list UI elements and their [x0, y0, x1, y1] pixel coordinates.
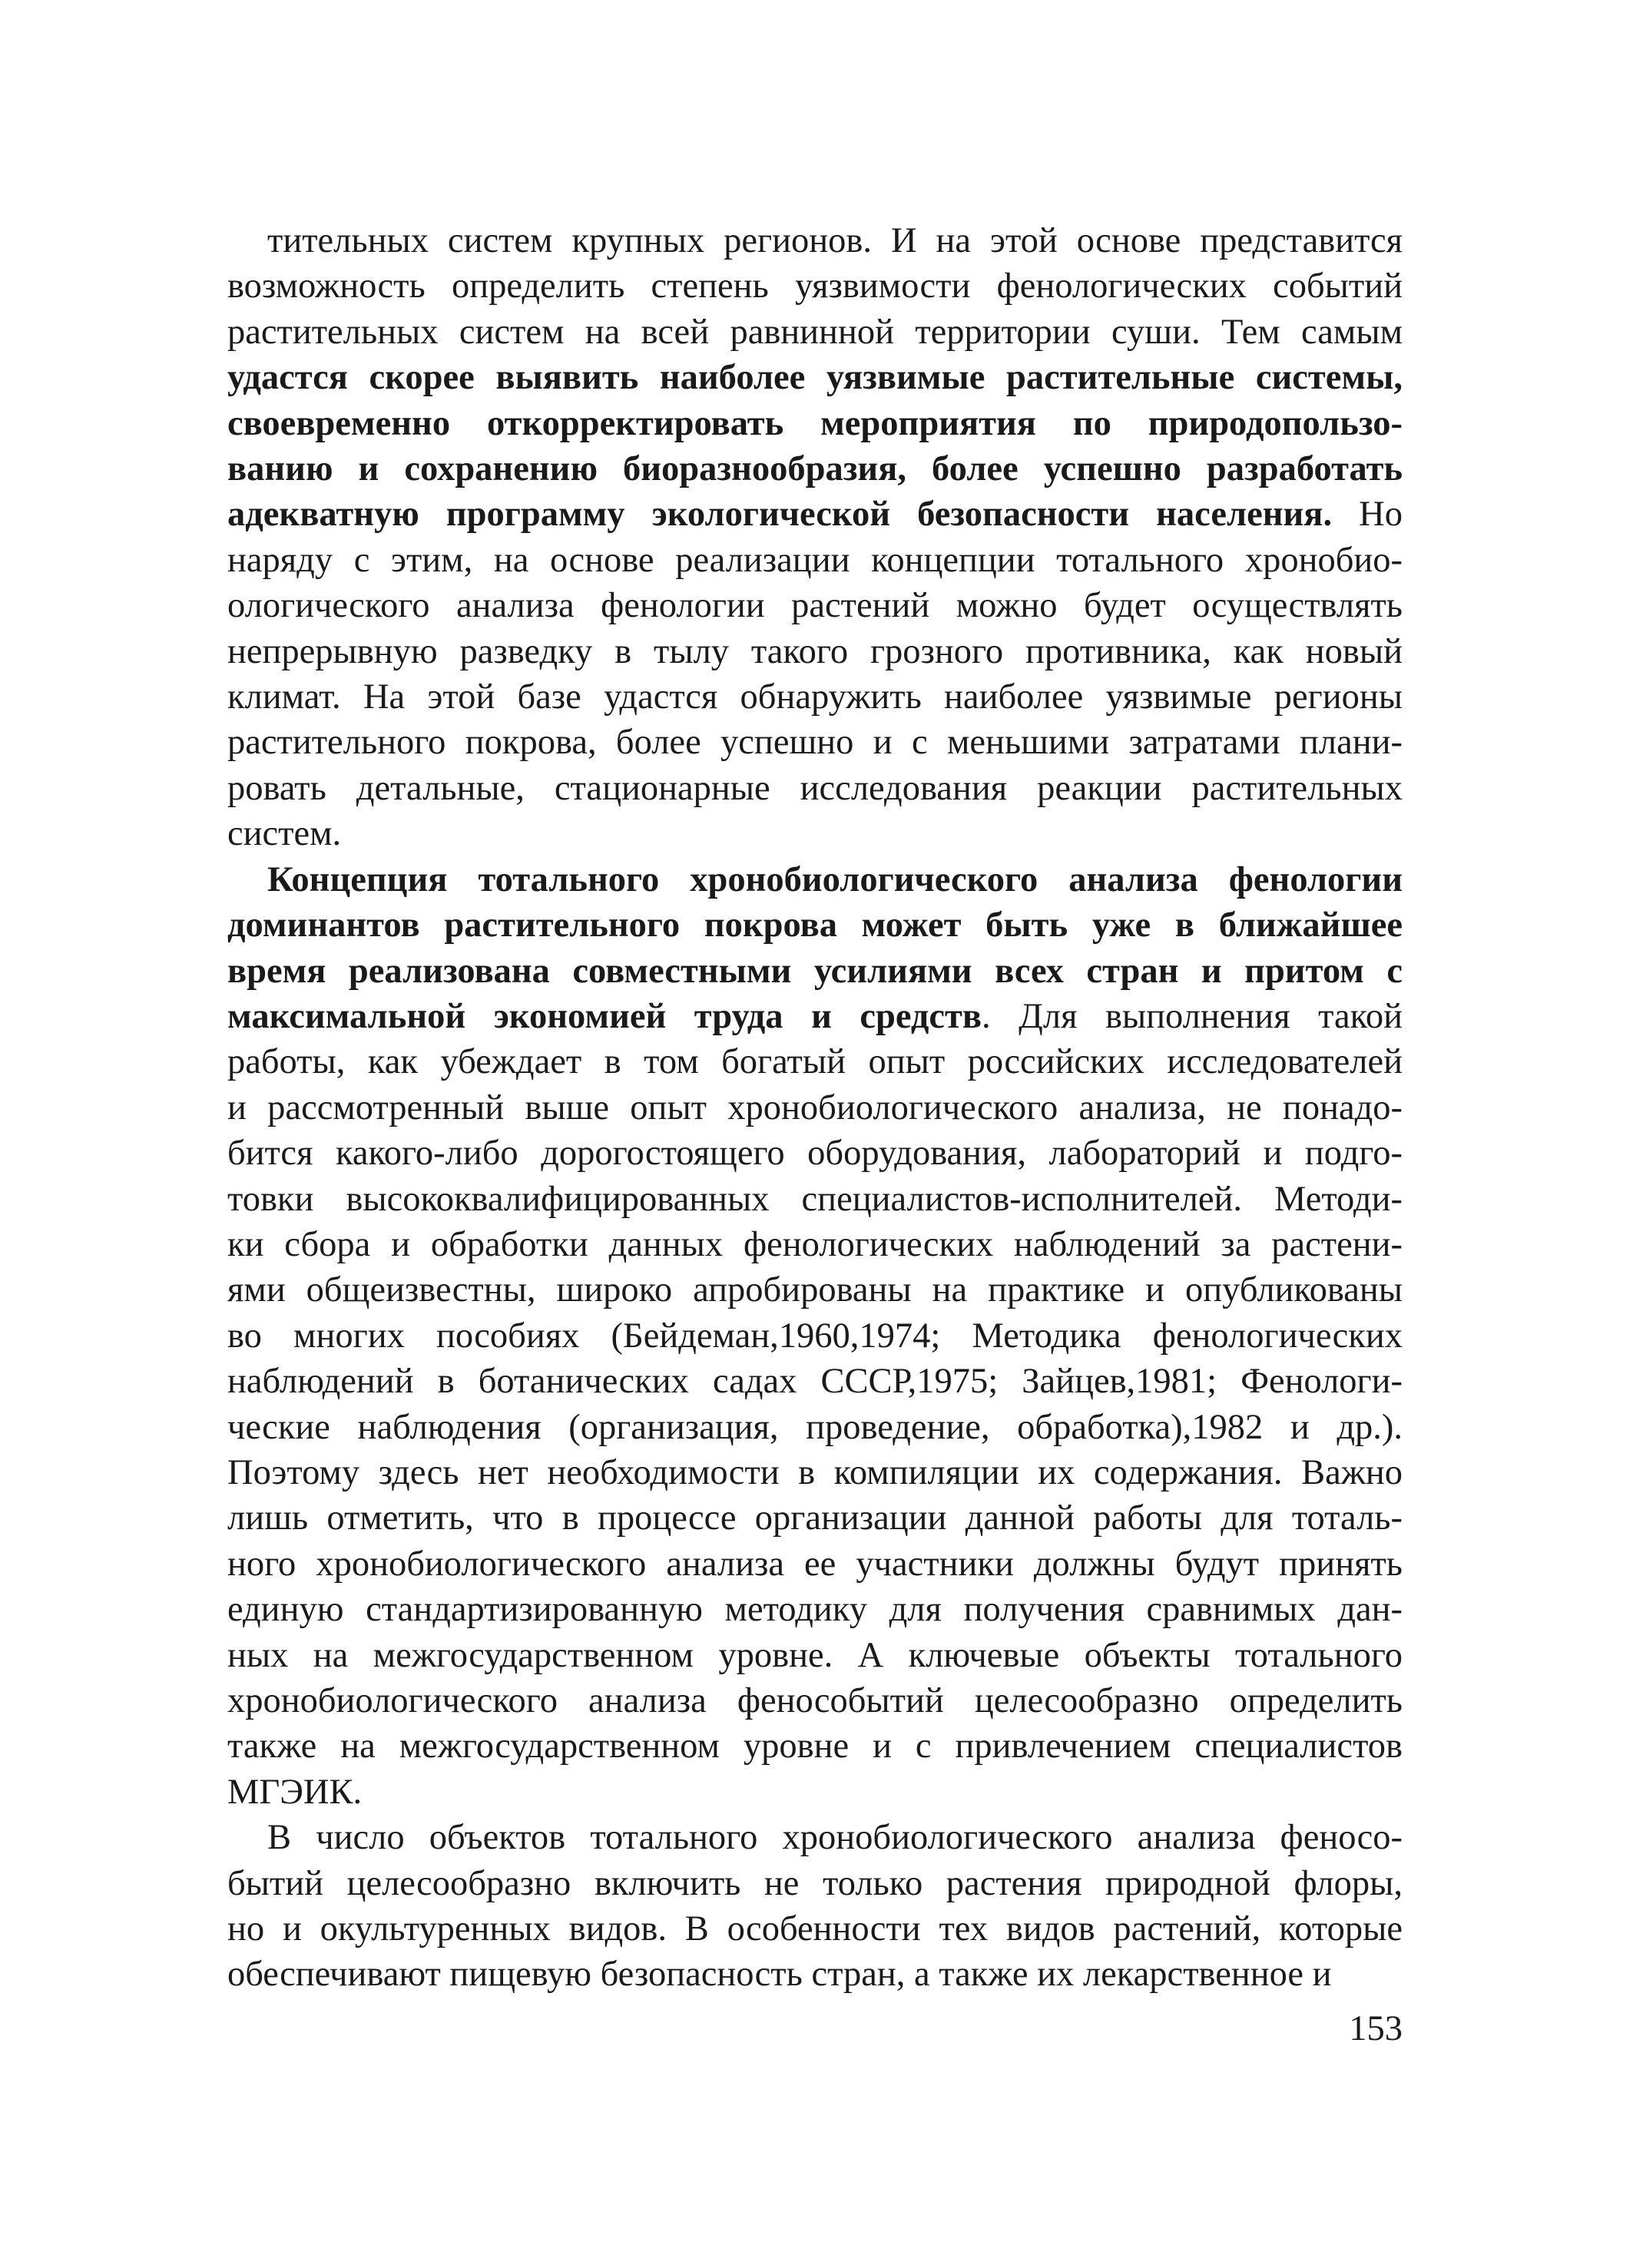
text-segment: ологического анализа фенологии растений можно будет осуществлять	[227, 586, 1403, 626]
text-segment: бытий целесообразно включить не только растения природной флоры,	[227, 1863, 1403, 1903]
text-line	[227, 811, 1403, 856]
text-line	[227, 1723, 1403, 1769]
bold-text-segment: максимальной экономией труда и средств	[227, 996, 982, 1036]
page-number: 153	[1349, 2009, 1403, 2048]
text-line	[227, 446, 1403, 492]
text-line	[227, 1039, 1403, 1084]
bold-text-segment: адекватную программу экологической безопасности населения.	[227, 495, 1333, 535]
text-segment: бится какого-либо дорогостоящего оборудования, лабораторий и подго-	[227, 1134, 1403, 1174]
text-segment: единую стандартизированную методику для получения сравнимых дан-	[227, 1590, 1403, 1630]
text-line	[227, 1861, 1403, 1906]
bold-text-segment: ванию и сохранению биоразнообразия, более успешно разработать	[227, 449, 1403, 489]
text-line	[227, 1450, 1403, 1495]
text-segment: растительного покрова, более успешно и с меньшими затратами плани-	[227, 723, 1403, 763]
text-segment: ки сбора и обработки данных фенологических наблюдений за растени-	[227, 1224, 1403, 1264]
text-segment: . Для выполнения такой	[982, 996, 1403, 1036]
text-line	[227, 355, 1403, 400]
text-segment: лишь отметить, что в процессе организации данной работы для тоталь-	[227, 1498, 1403, 1538]
text-line	[227, 583, 1403, 628]
text-line	[227, 1633, 1403, 1678]
text-line	[227, 857, 1403, 902]
text-segment: непрерывную разведку в тылу такого грозного противника, как новый	[227, 631, 1403, 671]
text-segment: ного хронобиологического анализа ее участники должны будут принять	[227, 1544, 1403, 1584]
text-line	[227, 218, 1403, 263]
text-segment: ями общеизвестны, широко апробированы на практике и опубликованы	[227, 1270, 1403, 1310]
text-line	[227, 1131, 1403, 1176]
text-line	[227, 1952, 1403, 1997]
text-segment: также на межгосударственном уровне и с привлечением специалистов	[227, 1727, 1403, 1766]
text-segment: Но	[1332, 495, 1403, 535]
text-segment: обеспечивают пищевую безопасность стран, а также их лекарственное и	[227, 1955, 1332, 1995]
bold-text-segment: доминантов растительного покрова может быть уже в ближайшее	[227, 906, 1403, 945]
text-line	[227, 766, 1403, 811]
paragraph-2	[227, 857, 1403, 1816]
text-segment: тительных систем крупных регионов. И на этой основе представится	[267, 221, 1403, 260]
text-segment: возможность определить степень уязвимости фенологических событий	[227, 267, 1403, 306]
text-segment: во многих пособиях (Бейдеман,1960,1974; Методика фенологических	[227, 1316, 1403, 1356]
text-line	[227, 401, 1403, 446]
text-line	[227, 1906, 1403, 1952]
text-line	[227, 1359, 1403, 1404]
paragraph-3	[227, 1815, 1403, 1998]
text-segment: работы, как убеждает в том богатый опыт российских исследователей	[227, 1042, 1403, 1082]
text-line	[227, 1405, 1403, 1450]
text-line	[227, 1177, 1403, 1222]
text-segment: растительных систем на всей равнинной территории суши. Тем самым	[227, 312, 1403, 352]
body-text	[227, 218, 1403, 1998]
text-segment: ных на межгосударственном уровне. А ключевые объекты тотального	[227, 1635, 1403, 1675]
bold-text-segment: своевременно откорректировать мероприятия по природопользо-	[227, 403, 1403, 443]
bold-text-segment: удастся скорее выявить наиболее уязвимые растительные системы,	[227, 358, 1403, 398]
text-line	[227, 1313, 1403, 1359]
text-segment: и рассмотренный выше опыт хронобиологического анализа, не понадо-	[227, 1088, 1403, 1127]
text-line	[227, 1815, 1403, 1860]
text-segment: хронобиологического анализа фенособытий целесообразно определить	[227, 1681, 1403, 1720]
text-line	[227, 629, 1403, 674]
text-line	[227, 1085, 1403, 1131]
paragraph-1	[227, 218, 1403, 857]
text-segment: В число объектов тотального хронобиологического анализа феносо-	[267, 1818, 1403, 1858]
text-segment: ровать детальные, стационарные исследования реакции растительных	[227, 768, 1403, 808]
text-line	[227, 1222, 1403, 1267]
text-line	[227, 949, 1403, 994]
text-line	[227, 538, 1403, 583]
bold-text-segment: Концепция тотального хронобиологического анализа фенологии	[267, 859, 1403, 899]
text-line	[227, 1541, 1403, 1587]
text-line	[227, 310, 1403, 355]
text-segment: систем.	[227, 814, 342, 854]
text-line	[227, 902, 1403, 948]
bold-text-segment: время реализована совместными усилиями всех стран и притом с	[227, 951, 1403, 991]
text-line	[227, 1495, 1403, 1541]
text-segment: наряду с этим, на основе реализации концепции тотального хронобио-	[227, 540, 1403, 580]
text-segment: Поэтому здесь нет необходимости в компиляции их содержания. Важно	[227, 1452, 1403, 1492]
text-segment: но и окультуренных видов. В особенности тех видов растений, которые	[227, 1909, 1403, 1949]
text-line	[227, 994, 1403, 1039]
text-line	[227, 1678, 1403, 1723]
text-line	[227, 492, 1403, 537]
text-line	[227, 263, 1403, 309]
text-line	[227, 720, 1403, 765]
text-line	[227, 674, 1403, 720]
text-line	[227, 1587, 1403, 1632]
text-segment: ческие наблюдения (организация, проведение, обработка),1982 и др.).	[227, 1407, 1403, 1447]
text-segment: климат. На этой базе удастся обнаружить наиболее уязвимые регионы	[227, 677, 1403, 717]
text-line	[227, 1770, 1403, 1815]
text-line	[227, 1267, 1403, 1313]
text-segment: МГЭИК.	[227, 1772, 363, 1812]
text-segment: товки высококвалифицированных специалистов-исполнителей. Методи-	[227, 1179, 1403, 1219]
text-segment: наблюдений в ботанических садах СССР,1975; Зайцев,1981; Фенологи-	[227, 1362, 1403, 1402]
